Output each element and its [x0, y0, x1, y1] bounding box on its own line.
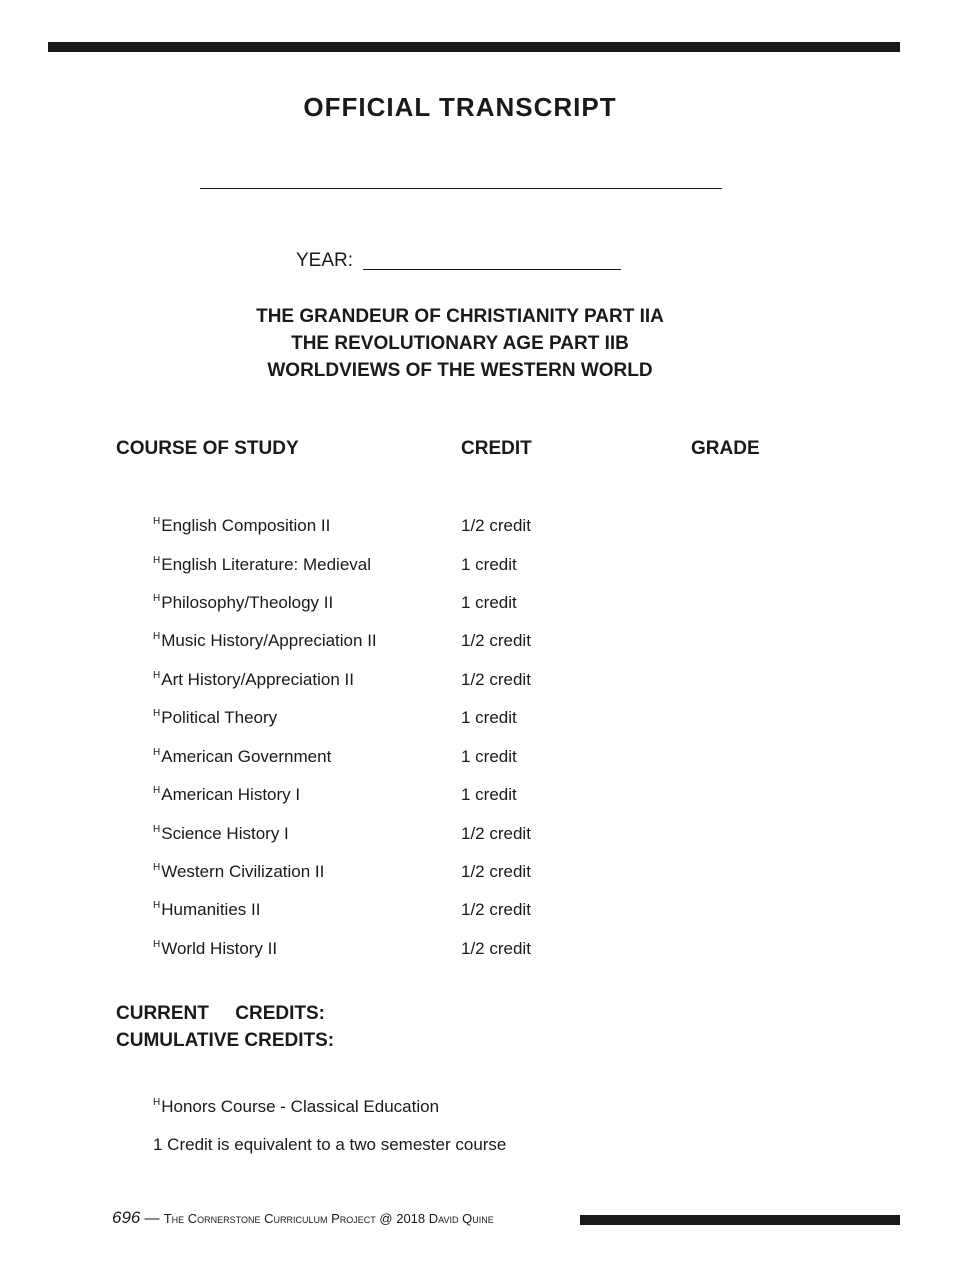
- honors-mark: H: [153, 670, 161, 681]
- honors-mark: H: [153, 631, 161, 642]
- course-credit: 1/2 credit: [461, 939, 531, 958]
- year-label: YEAR:: [296, 250, 354, 271]
- course-name: American Government: [161, 747, 332, 766]
- honors-mark: H: [153, 900, 161, 911]
- honors-mark: H: [153, 1097, 161, 1108]
- honors-mark: H: [153, 939, 161, 950]
- course-row: [153, 824, 753, 848]
- honors-note: [153, 1097, 439, 1117]
- course-name: American History I: [161, 785, 301, 804]
- course-name: World History II: [161, 939, 278, 958]
- credit-definition-note: 1 Credit is equivalent to a two semester course: [153, 1135, 507, 1154]
- honors-mark: H: [153, 824, 161, 835]
- page-footer: [112, 1208, 494, 1228]
- honors-mark: H: [153, 555, 161, 566]
- course-credit: 1 credit: [461, 747, 517, 766]
- cumulative-credits-label: CUMULATIVE CREDITS:: [116, 1030, 335, 1051]
- course-name: Music History/Appreciation II: [161, 631, 377, 650]
- course-credit: 1 credit: [461, 555, 517, 574]
- student-name-line: [200, 188, 722, 189]
- program-title: WORLDVIEWS OF THE WESTERN WORLD: [267, 360, 653, 381]
- course-name: Humanities II: [161, 900, 261, 919]
- current-credits-label: CURRENT CREDITS:: [116, 1003, 325, 1024]
- course-row: [153, 747, 753, 771]
- footer-copyright: The Cornerstone Curriculum Project @ 2018 David Quine: [163, 1211, 494, 1226]
- course-row: [153, 785, 753, 809]
- course-credit: 1 credit: [461, 593, 517, 612]
- course-credit: 1/2 credit: [461, 516, 531, 535]
- honors-mark: H: [153, 516, 161, 527]
- column-header-course: COURSE OF STUDY: [116, 438, 299, 459]
- course-credit: 1/2 credit: [461, 670, 531, 689]
- honors-mark: H: [153, 747, 161, 758]
- course-row: [153, 708, 753, 732]
- course-name: Philosophy/Theology II: [161, 593, 334, 612]
- honors-mark: H: [153, 708, 161, 719]
- course-row: [153, 900, 753, 924]
- year-field: [296, 250, 621, 272]
- honors-note-text: Honors Course - Classical Education: [161, 1097, 440, 1116]
- course-row: [153, 939, 753, 963]
- course-name: English Literature: Medieval: [161, 555, 372, 574]
- course-row: [153, 555, 753, 579]
- page-number: 696: [112, 1208, 141, 1227]
- course-row: [153, 593, 753, 617]
- year-blank-line: [363, 255, 621, 270]
- program-title: THE REVOLUTIONARY AGE PART IIB: [291, 333, 629, 354]
- course-row: [153, 670, 753, 694]
- course-credit: 1/2 credit: [461, 862, 531, 881]
- footer-dash: —: [140, 1210, 164, 1227]
- course-row: [153, 862, 753, 886]
- course-name: Art History/Appreciation II: [161, 670, 354, 689]
- course-row: [153, 631, 753, 655]
- honors-mark: H: [153, 785, 161, 796]
- top-rule: [48, 42, 900, 52]
- course-name: English Composition II: [161, 516, 331, 535]
- course-name: Science History I: [161, 824, 289, 843]
- course-credit: 1/2 credit: [461, 631, 531, 650]
- column-header-grade: GRADE: [691, 438, 760, 459]
- page-title: OFFICIAL TRANSCRIPT: [303, 92, 617, 122]
- honors-mark: H: [153, 862, 161, 873]
- honors-mark: H: [153, 593, 161, 604]
- course-row: [153, 516, 753, 540]
- course-credit: 1/2 credit: [461, 824, 531, 843]
- course-credit: 1 credit: [461, 785, 517, 804]
- column-header-credit: CREDIT: [461, 438, 532, 459]
- course-name: Western Civilization II: [161, 862, 325, 881]
- bottom-rule: [580, 1215, 900, 1225]
- program-titles: [0, 303, 920, 384]
- course-credit: 1/2 credit: [461, 900, 531, 919]
- program-title: THE GRANDEUR OF CHRISTIANITY PART IIA: [256, 306, 664, 327]
- course-credit: 1 credit: [461, 708, 517, 727]
- course-name: Political Theory: [161, 708, 278, 727]
